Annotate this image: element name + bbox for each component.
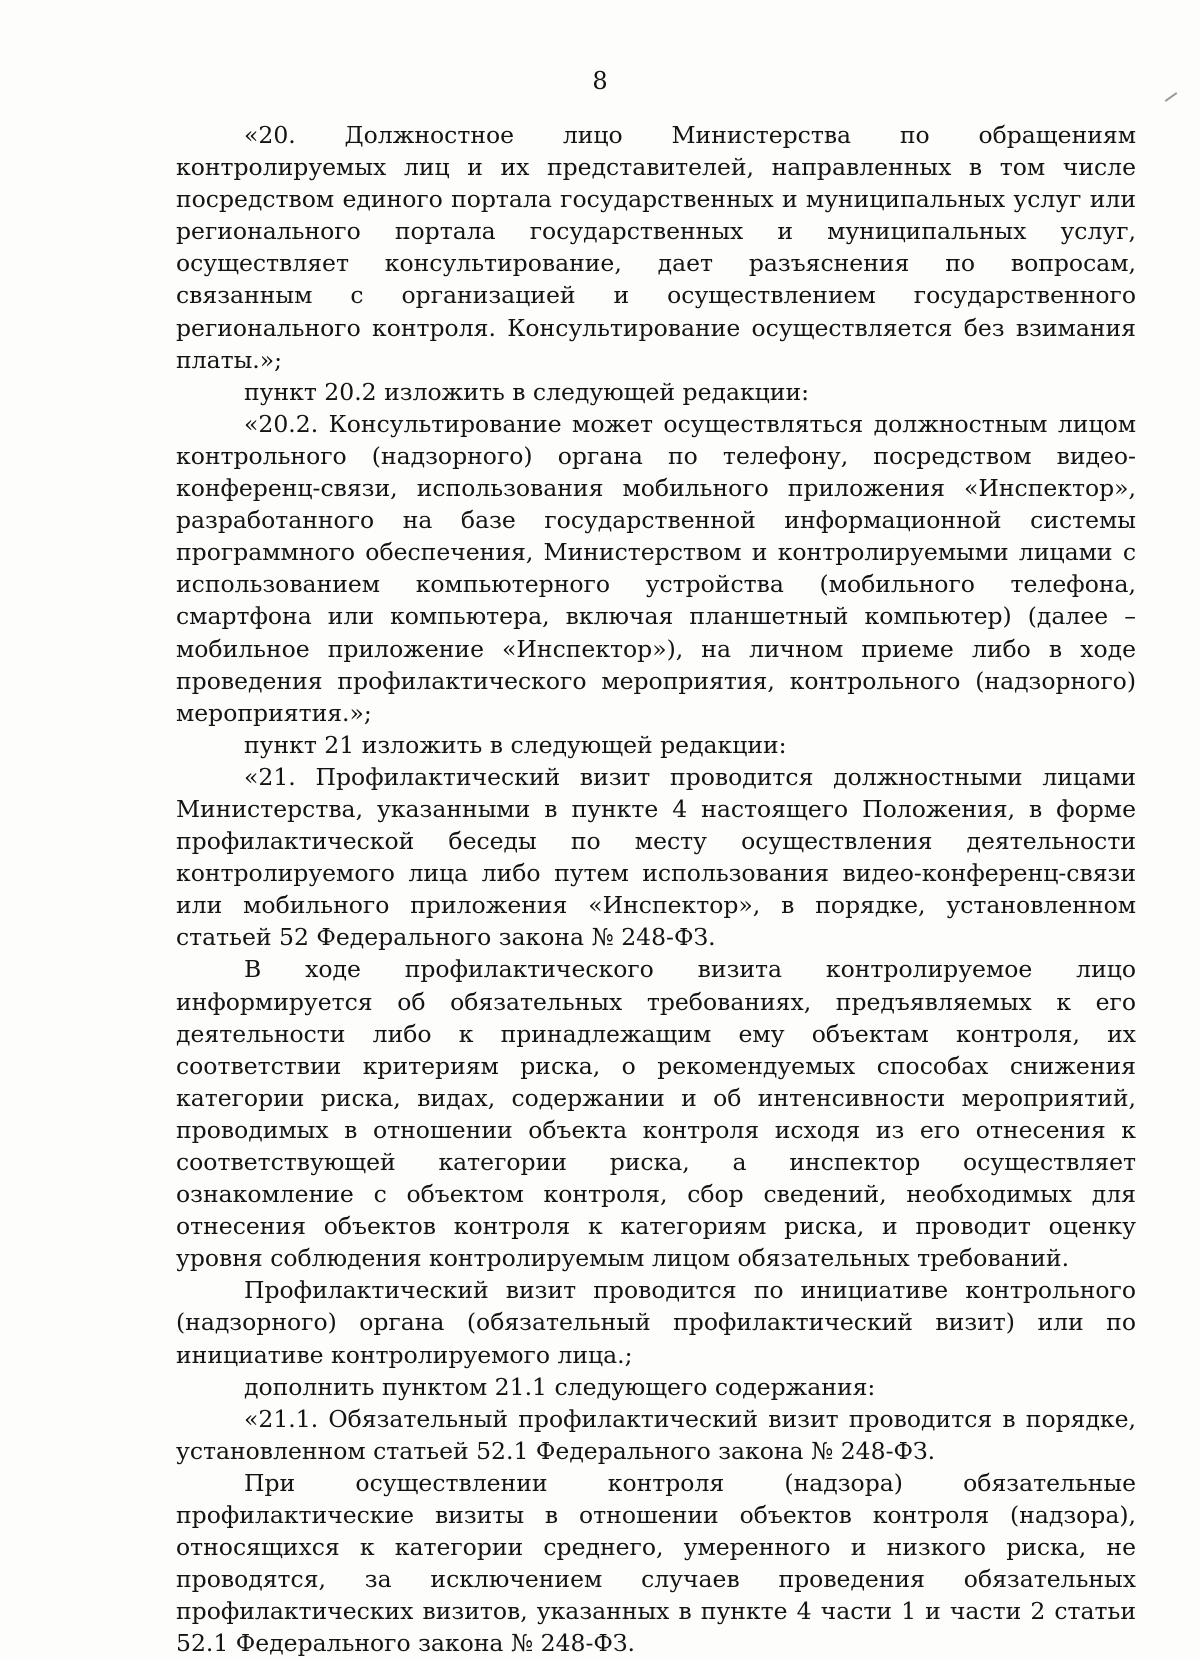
paragraph-21-1: «21.1. Обязательный профилактический визит проводится в порядке, установленном статьей 52.1 Федерального закона № 248-ФЗ. xyxy=(176,1404,1136,1465)
paragraph-amend-21-1: дополнить пунктом 21.1 следующего содержания: xyxy=(244,1372,876,1401)
paragraph-20: «20. Должностное лицо Министерства по обращениям контролируемых лиц и их представителей, направленных в том числе посредством единого портала государственных и муниципальных услуг или регионального портала государственных и муниципальных услуг, осуществляет консультирование, дает разъяснения по вопросам, связанным с организацией и осуществлением государственного регионального контроля. Консультирование осуществляется без взимания платы.»; xyxy=(176,121,1136,374)
paragraph-21-1-exceptions: При осуществлении контроля (надзора) обязательные профилактические визиты в отношении объектов контроля (надзора), относящихся к категории среднего, умеренного и низкого риска, не проводятся, за исключением случаев проведения обязательных профилактических визитов, указанных в пункте 4 части 1 и части 2 статьи 52.1 Федерального закона № 248-ФЗ. xyxy=(176,1468,1136,1658)
paragraph-amend-21: пункт 21 изложить в следующей редакции: xyxy=(244,730,787,759)
document-body xyxy=(176,119,1136,1660)
paragraph-amend-20-2: пункт 20.2 изложить в следующей редакции: xyxy=(244,377,810,406)
paragraph-20-2: «20.2. Консультирование может осуществляться должностным лицом контрольного (надзорного) органа по телефону, посредством видео-конференц-связи, использования мобильного приложения «Инспектор», разработанного на базе государственной информационной системы программного обеспечения, Министерством и контролируемыми лицами с использованием компьютерного устройства (мобильного телефона, смартфона или компьютера, включая планшетный компьютер) (далее – мобильное приложение «Инспектор»), на личном приеме либо в ходе проведения профилактического мероприятия, контрольного (надзорного) мероприятия.»; xyxy=(176,409,1136,727)
paragraph-21-visit-info: В ходе профилактического визита контролируемое лицо информируется об обязательных требованиях, предъявляемых к его деятельности либо к принадлежащим ему объектам контроля, их соответствии критериям риска, о рекомендуемых способах снижения категории риска, видах, содержании и об интенсивности мероприятий, проводимых в отношении объекта контроля исходя из его отнесения к соответствующей категории риска, а инспектор осуществляет ознакомление с объектом контроля, сбор сведений, необходимых для отнесения объектов контроля к категориям риска, и проводит оценку уровня соблюдения контролируемым лицом обязательных требований. xyxy=(176,955,1136,1273)
paragraph-21-initiative: Профилактический визит проводится по инициативе контрольного (надзорного) органа (обязательный профилактический визит) или по инициативе контролируемого лица.; xyxy=(176,1276,1136,1369)
paragraph-21: «21. Профилактический визит проводится должностными лицами Министерства, указанными в пункте 4 настоящего Положения, в форме профилактической беседы по месту осуществления деятельности контролируемого лица либо путем использования видео-конференц-связи или мобильного приложения «Инспектор», в порядке, установленном статьей 52 Федерального закона № 248-ФЗ. xyxy=(176,762,1136,952)
page-number: 8 xyxy=(592,67,608,95)
